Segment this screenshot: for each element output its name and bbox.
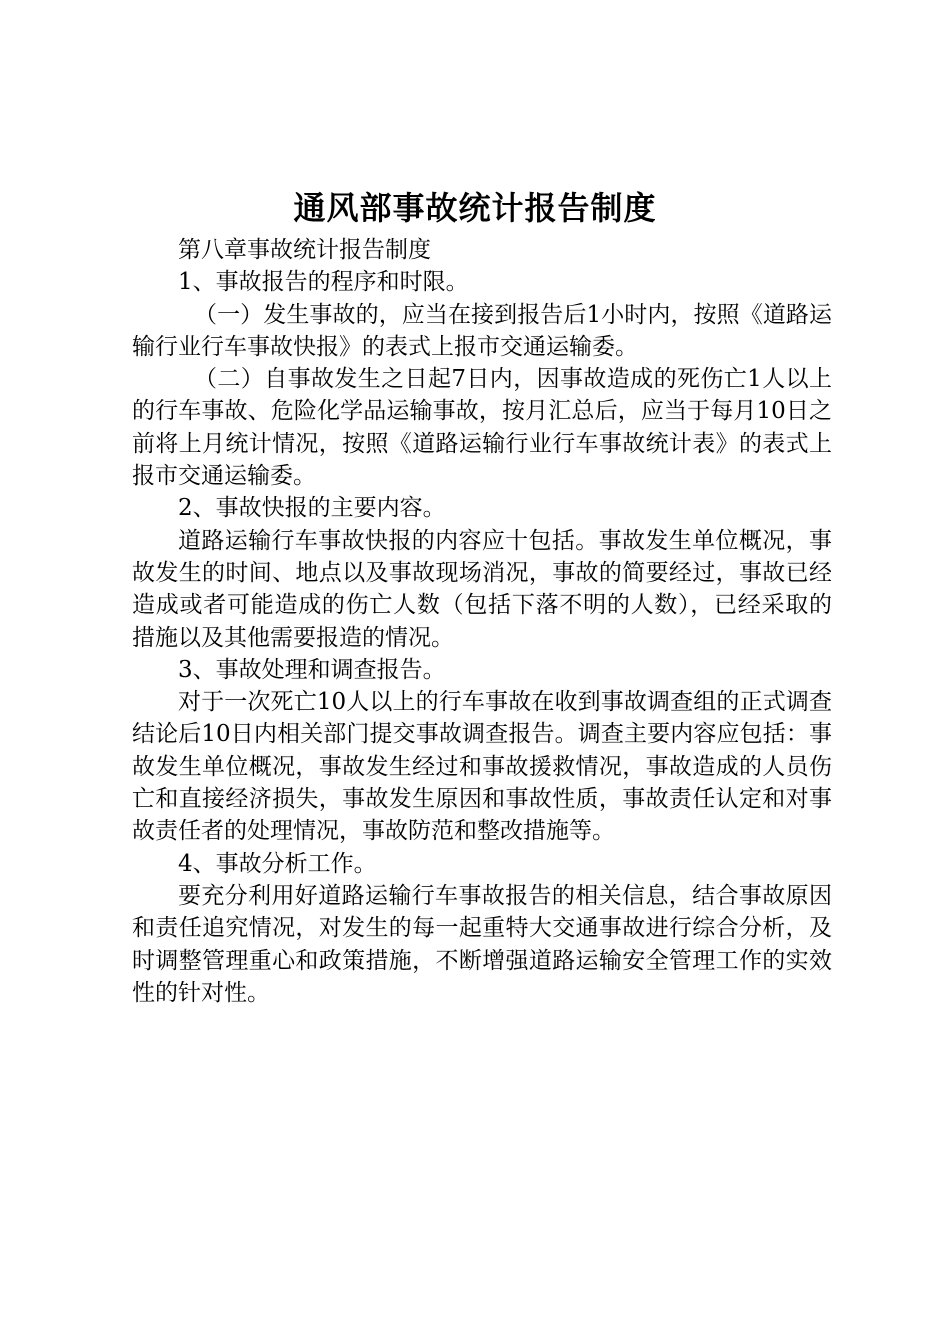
paragraph-text: 要充分利用好道路运输行车事故报告的相关信息，结合事故原因和责任追究情况，对发生的每一起重特大交通事故进行综合分析，及时调整管理重心和政策措施，不断增强道路运输安全管理工作的实效性的针对性。 bbox=[132, 882, 832, 1006]
section-heading-1: 1、事故报告的程序和时限。 bbox=[178, 269, 469, 296]
document-body bbox=[132, 234, 832, 1009]
paragraph-item-2: （二）自事故发生之日起7日内，因事故造成的死伤亡1人以上的行车事故、危险化学品运输事故，按月汇总后，应当于每月10日之前将上月统计情况，按照《道路运输行业行车事故统计表》的表式上报市交通运输委。 bbox=[132, 366, 832, 490]
paragraph-text: 对于一次死亡10人以上的行车事故在收到事故调查组的正式调查结论后10日内相关部门提交事故调查报告。调查主要内容应包括：事故发生单位概况，事故发生经过和事故援救情况，事故造成的人员伤亡和直接经济损失，事故发生原因和事故性质，事故责任认定和对事故责任者的处理情况，事故防范和整改措施等。 bbox=[132, 689, 832, 845]
section-heading-3: 3、事故处理和调查报告。 bbox=[178, 656, 446, 683]
chapter-heading: 第八章事故统计报告制度 bbox=[178, 237, 431, 263]
document-title: 通风部事故统计报告制度 bbox=[293, 189, 657, 227]
paragraph-item-1: （一）发生事故的，应当在接到报告后1小时内，按照《道路运输行业行车事故快报》的表式上报市交通运输委。 bbox=[132, 301, 832, 360]
paragraph-text: 道路运输行车事故快报的内容应十包括。事故发生单位概况，事故发生的时间、地点以及事故现场消况，事故的简要经过，事故已经造成或者可能造成的伤亡人数（包括下落不明的人数），已经采取的措施以及其他需要报造的情况。 bbox=[132, 527, 832, 651]
section-heading-2: 2、事故快报的主要内容。 bbox=[178, 495, 446, 522]
section-heading-4: 4、事故分析工作。 bbox=[178, 850, 377, 877]
